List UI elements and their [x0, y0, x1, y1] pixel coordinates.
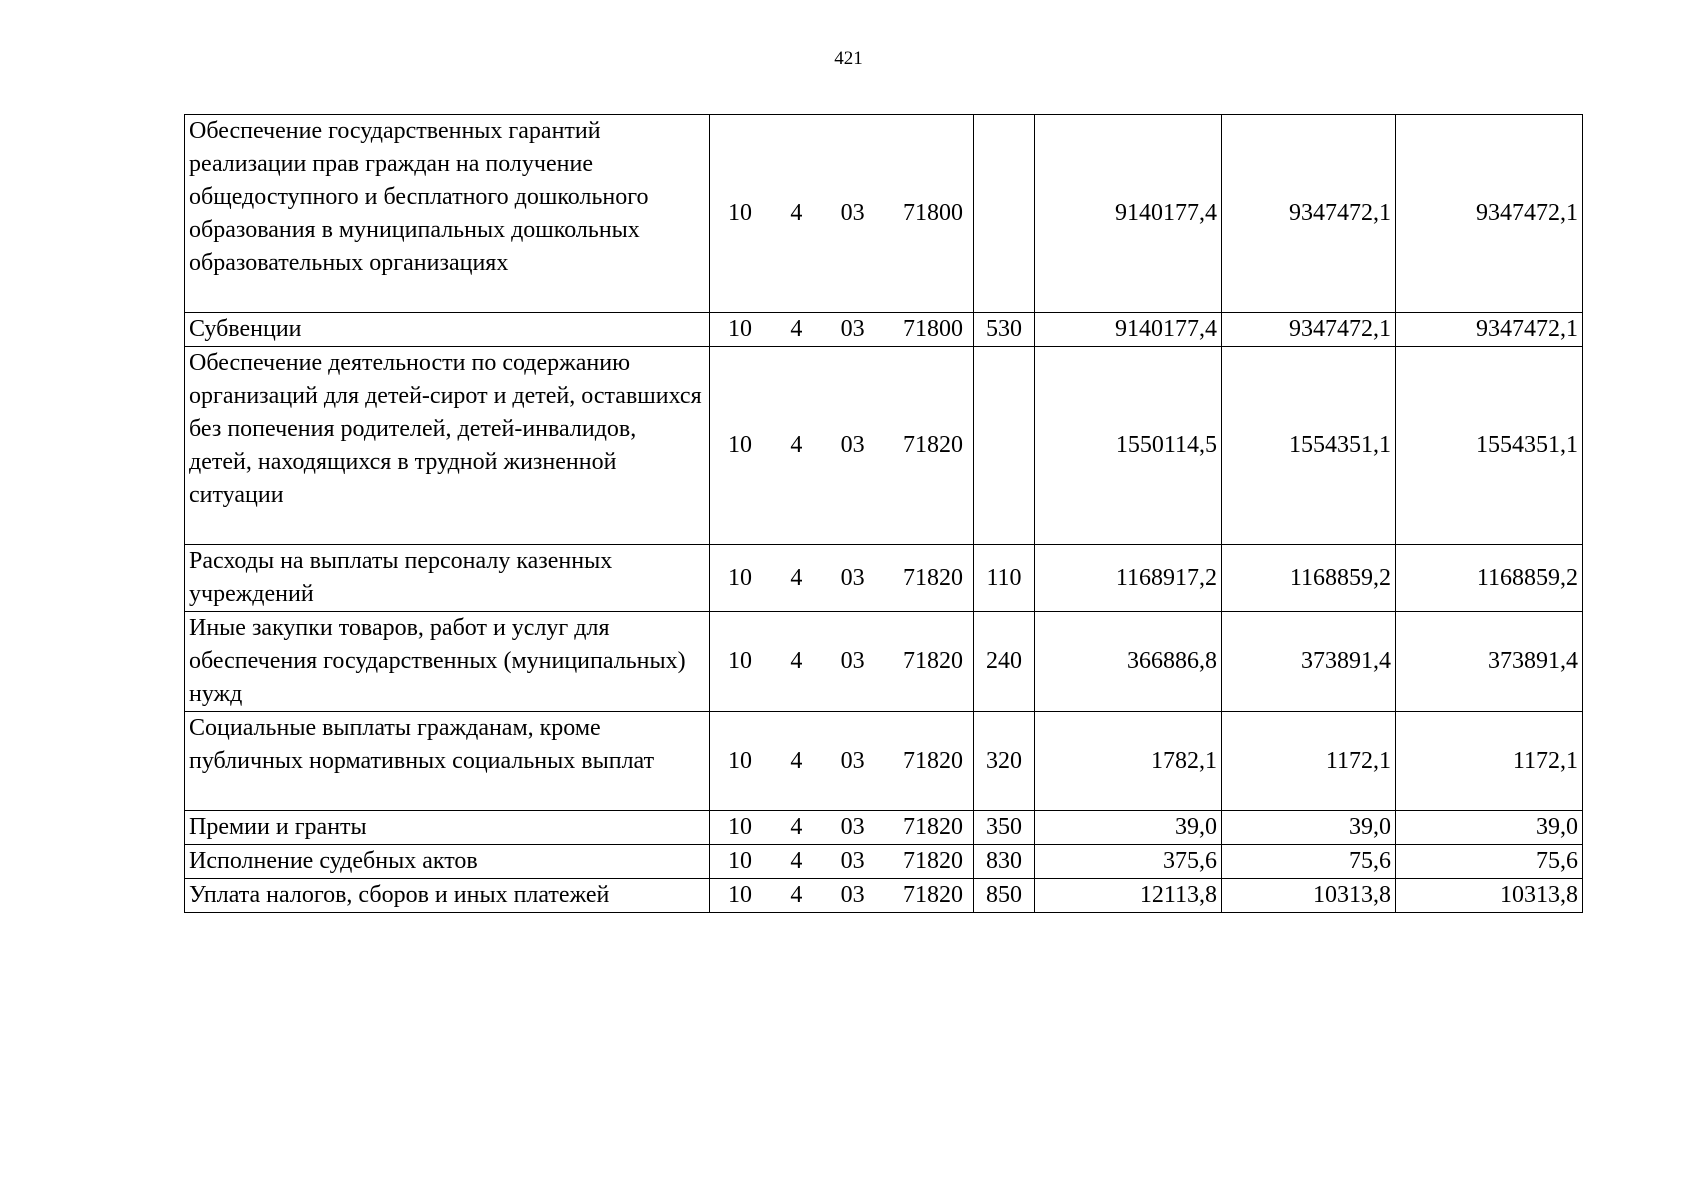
row-expense-type — [974, 347, 1035, 545]
row-section-code: 10 — [728, 316, 752, 342]
row-target-code: 71820 — [902, 432, 963, 458]
row-codes — [710, 712, 974, 811]
table-row — [185, 845, 1583, 879]
row-amount-year2: 9347472,1 — [1222, 313, 1396, 347]
row-subprogram-code: 03 — [840, 814, 865, 840]
row-program-code: 4 — [790, 648, 803, 674]
row-expense-type: 850 — [974, 879, 1035, 913]
row-expense-type — [974, 115, 1035, 313]
row-section-code: 10 — [728, 564, 752, 591]
row-codes — [710, 879, 974, 913]
row-program-code: 4 — [790, 316, 803, 342]
row-program-code: 4 — [790, 814, 803, 840]
table-row — [185, 347, 1583, 545]
row-name: Премии и гранты — [185, 811, 710, 845]
row-expense-type: 530 — [974, 313, 1035, 347]
row-amount-year2: 10313,8 — [1222, 879, 1396, 913]
row-amount-year2: 373891,4 — [1222, 612, 1396, 712]
row-section-code: 10 — [728, 432, 752, 458]
row-expense-type: 320 — [974, 712, 1035, 811]
row-target-code: 71820 — [902, 814, 963, 840]
row-target-code: 71820 — [902, 747, 963, 774]
table-row — [185, 545, 1583, 612]
row-amount-year1: 9140177,4 — [1035, 313, 1222, 347]
row-amount-year1: 375,6 — [1035, 845, 1222, 879]
table-row — [185, 811, 1583, 845]
row-program-code: 4 — [790, 848, 803, 874]
row-name: Уплата налогов, сборов и иных платежей — [185, 879, 710, 913]
row-codes — [710, 545, 974, 612]
row-section-code: 10 — [728, 814, 752, 840]
row-amount-year3: 75,6 — [1396, 845, 1583, 879]
row-section-code: 10 — [728, 747, 752, 774]
row-codes — [710, 347, 974, 545]
row-target-code: 71800 — [902, 200, 963, 226]
row-amount-year2: 1554351,1 — [1222, 347, 1396, 545]
row-subprogram-code: 03 — [840, 432, 865, 458]
row-program-code: 4 — [790, 432, 803, 458]
row-amount-year3: 39,0 — [1396, 811, 1583, 845]
row-codes — [710, 811, 974, 845]
row-amount-year2: 1168859,2 — [1222, 545, 1396, 612]
row-amount-year3: 1172,1 — [1396, 712, 1583, 811]
row-amount-year2: 75,6 — [1222, 845, 1396, 879]
table-row — [185, 115, 1583, 313]
row-name: Исполнение судебных актов — [185, 845, 710, 879]
row-amount-year3: 10313,8 — [1396, 879, 1583, 913]
row-subprogram-code: 03 — [840, 648, 865, 674]
row-amount-year1: 366886,8 — [1035, 612, 1222, 712]
row-subprogram-code: 03 — [840, 747, 865, 774]
row-amount-year1: 12113,8 — [1035, 879, 1222, 913]
row-name: Обеспечение государственных гарантий реализации прав граждан на получение общедоступного и бесплатного дошкольного образования в муниципальных дошкольных образовательных организациях — [185, 115, 710, 313]
row-program-code: 4 — [790, 564, 803, 591]
page-number: 421 — [834, 48, 863, 69]
row-amount-year1: 1550114,5 — [1035, 347, 1222, 545]
row-name: Иные закупки товаров, работ и услуг для обеспечения государственных (муниципальных) нужд — [185, 612, 710, 712]
table-row — [185, 712, 1583, 811]
row-codes — [710, 115, 974, 313]
table-row — [185, 313, 1583, 347]
row-target-code: 71820 — [902, 848, 963, 874]
row-section-code: 10 — [728, 648, 752, 674]
row-amount-year2: 1172,1 — [1222, 712, 1396, 811]
row-amount-year1: 1168917,2 — [1035, 545, 1222, 612]
row-expense-type: 110 — [974, 545, 1035, 612]
row-subprogram-code: 03 — [840, 200, 865, 226]
row-section-code: 10 — [728, 848, 752, 874]
table-body — [185, 115, 1583, 913]
table-row — [185, 879, 1583, 913]
table-row — [185, 612, 1583, 712]
row-subprogram-code: 03 — [840, 882, 865, 908]
row-amount-year2: 9347472,1 — [1222, 115, 1396, 313]
row-expense-type: 350 — [974, 811, 1035, 845]
row-expense-type: 830 — [974, 845, 1035, 879]
budget-table — [184, 114, 1583, 913]
row-amount-year3: 9347472,1 — [1396, 115, 1583, 313]
row-amount-year1: 39,0 — [1035, 811, 1222, 845]
row-target-code: 71820 — [902, 882, 963, 908]
row-amount-year3: 1554351,1 — [1396, 347, 1583, 545]
row-target-code: 71820 — [902, 648, 963, 674]
row-amount-year3: 9347472,1 — [1396, 313, 1583, 347]
row-amount-year1: 1782,1 — [1035, 712, 1222, 811]
row-codes — [710, 313, 974, 347]
row-name: Социальные выплаты гражданам, кроме публичных нормативных социальных выплат — [185, 712, 710, 811]
row-section-code: 10 — [728, 200, 752, 226]
row-amount-year3: 373891,4 — [1396, 612, 1583, 712]
row-amount-year2: 39,0 — [1222, 811, 1396, 845]
row-section-code: 10 — [728, 882, 752, 908]
row-subprogram-code: 03 — [840, 316, 865, 342]
row-expense-type: 240 — [974, 612, 1035, 712]
row-program-code: 4 — [790, 200, 803, 226]
row-target-code: 71820 — [902, 564, 963, 591]
row-name: Обеспечение деятельности по содержанию организаций для детей-сирот и детей, оставшихся без попечения родителей, детей-инвалидов, детей, находящихся в трудной жизненной ситуации — [185, 347, 710, 545]
row-codes — [710, 845, 974, 879]
row-name: Субвенции — [185, 313, 710, 347]
row-program-code: 4 — [790, 882, 803, 908]
row-name: Расходы на выплаты персоналу казенных учреждений — [185, 545, 710, 612]
row-codes — [710, 612, 974, 712]
row-subprogram-code: 03 — [840, 848, 865, 874]
row-subprogram-code: 03 — [840, 564, 865, 591]
row-program-code: 4 — [790, 747, 803, 774]
row-amount-year1: 9140177,4 — [1035, 115, 1222, 313]
row-target-code: 71800 — [902, 316, 963, 342]
row-amount-year3: 1168859,2 — [1396, 545, 1583, 612]
